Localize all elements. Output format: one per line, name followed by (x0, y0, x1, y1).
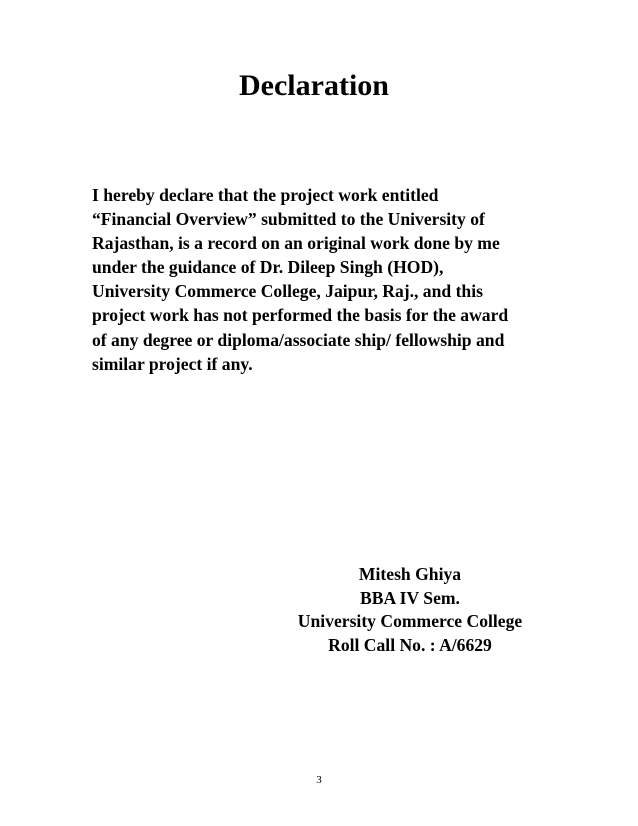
declaration-paragraph (92, 183, 552, 376)
paragraph-line: Rajasthan, is a record on an original work done by me (92, 233, 500, 254)
paragraph-line: project work has not performed the basis for the award (92, 305, 509, 326)
paragraph-line: of any degree or diploma/associate ship/ fellowship and (92, 329, 505, 350)
paragraph-line: similar project if any. (92, 353, 253, 374)
signatory-name: Mitesh Ghiya (358, 564, 462, 584)
signatory-college: University Commerce College (297, 611, 523, 631)
page-number: 3 (316, 774, 322, 786)
paragraph-line: I hereby declare that the project work entitled (92, 185, 439, 205)
signatory-course: BBA IV Sem. (360, 587, 460, 608)
paragraph-line: University Commerce College, Jaipur, Raj., and this (92, 281, 483, 302)
signatory-roll-number: Roll Call No. : A/6629 (328, 634, 492, 655)
paragraph-line: “Financial Overview” submitted to the University of (92, 209, 485, 230)
page-title: Declaration (239, 69, 389, 102)
signature-block (282, 563, 538, 657)
paragraph-line: under the guidance of Dr. Dileep Singh (HOD), (92, 257, 444, 278)
